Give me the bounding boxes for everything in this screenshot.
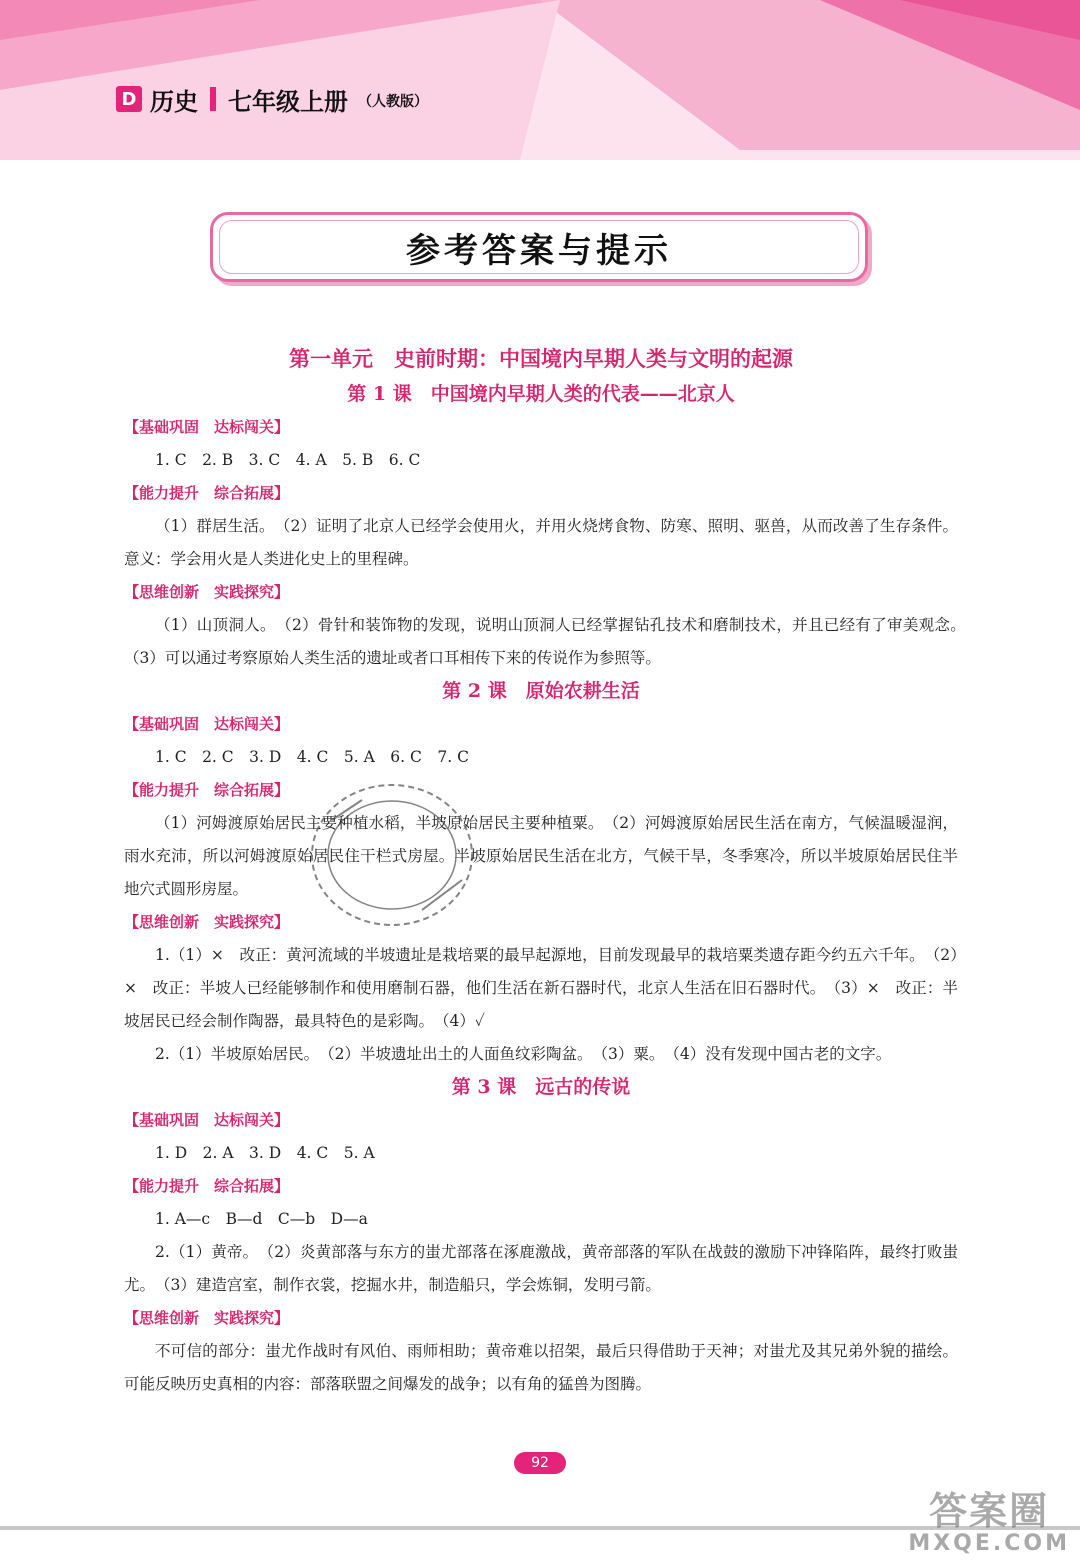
watermark-logo-url: MXQE.COM (908, 1531, 1070, 1556)
grade-label: 七年级上册 (228, 87, 348, 116)
unit-title: 第一单元 史前时期：中国境内早期人类与文明的起源 (289, 346, 793, 371)
answer-paragraph: 1. C 2. C 3. D 4. C 5. A 6. C 7. C (155, 748, 469, 766)
section-tag: 【能力提升 综合拓展】 (124, 484, 290, 502)
section-tag: 【能力提升 综合拓展】 (124, 1177, 290, 1195)
answer-paragraph: （1）河姆渡原始居民主要种植水稻，半坡原始居民主要种植粟。 （2）河姆渡原始居民生活在南方，气候温暖湿润，雨水充沛，所以河姆渡原始居民住干栏式房屋。半坡原始居民生活在北方，气候干旱，冬季寒冷，所以半坡原始居民住半地穴式圆形房屋。 (124, 814, 958, 898)
answer-paragraph: 1. C 2. B 3. C 4. A 5. B 6. C (155, 451, 421, 469)
section-tag: 【能力提升 综合拓展】 (124, 781, 290, 799)
series-badge: D (116, 86, 142, 112)
answer-paragraph: 1. A—c B—d C—b D—a (155, 1210, 368, 1228)
answer-paragraph: 不可信的部分：蚩尤作战时有风伯、雨师相助；黄帝难以招架，最后只得借助于天神；对蚩尤及其兄弟外貌的描绘。可能反映历史真相的内容：部落联盟之间爆发的战争；以有角的猛兽为图腾。 (124, 1342, 958, 1393)
answer-paragraph: 2.（1）黄帝。 （2）炎黄部落与东方的蚩尤部落在涿鹿激战，黄帝部落的军队在战鼓的激励下冲锋陷阵，最终打败蚩尤。 （3）建造宫室，制作衣裳，挖掘水井，制造船只，学会炼铜，发明弓箭。 (124, 1243, 958, 1294)
subject-label: 历史 (150, 87, 198, 116)
page-number: 92 (514, 1452, 566, 1474)
section-tag: 【思维创新 实践探究】 (124, 913, 290, 931)
watermark-logo-text: 答案圈 (929, 1489, 1050, 1533)
header-separator (210, 87, 216, 111)
section-tag: 【基础巩固 达标闯关】 (124, 418, 290, 436)
section-tag: 【基础巩固 达标闯关】 (124, 1111, 290, 1129)
watermark-logo (908, 1491, 1070, 1556)
title-banner (210, 212, 868, 282)
answer-paragraph: 1.（1）× 改正：黄河流域的半坡遗址是栽培粟的最早起源地，目前发现最早的栽培粟类遗存距今约五六千年。 （2）× 改正：半坡人已经能够制作和使用磨制石器，他们生活在新石器时代，北京人生活在旧石器时代。 （3）× 改正：半坡居民已经会制作陶器，最具特色的是彩陶。 （4）✓ (124, 946, 958, 1030)
answer-paragraph: （1）山顶洞人。 （2）骨针和装饰物的发现，说明山顶洞人已经掌握钻孔技术和磨制技术，并且已经有了审美观念。 （3）可以通过考察原始人类生活的遗址或者口耳相传下来的传说作为参照等。 (124, 616, 974, 667)
lesson-title: 第 3 课 远古的传说 (451, 1076, 631, 1098)
book-header (116, 84, 428, 114)
lesson-title: 第 2 课 原始农耕生活 (442, 680, 640, 702)
section-tag: 【基础巩固 达标闯关】 (124, 715, 290, 733)
watermark-stamp (292, 760, 492, 950)
edition-label: （人教版） (358, 94, 428, 110)
page-title: 参考答案与提示 (406, 230, 672, 271)
section-tag: 【思维创新 实践探究】 (124, 1309, 290, 1327)
answer-paragraph: 2.（1）半坡原始居民。 （2）半坡遗址出土的人面鱼纹彩陶盆。 （3）粟。 （4）没有发现中国古老的文字。 (155, 1045, 892, 1063)
answer-paragraph: （1）群居生活。 （2）证明了北京人已经学会使用火，并用火烧烤食物、防寒、照明、驱兽，从而改善了生存条件。意义：学会用火是人类进化史上的里程碑。 (124, 517, 958, 568)
answer-paragraph: 1. D 2. A 3. D 4. C 5. A (155, 1144, 375, 1162)
section-tag: 【思维创新 实践探究】 (124, 583, 290, 601)
lesson-title: 第 1 课 中国境内早期人类的代表——北京人 (347, 383, 735, 405)
answer-content (124, 340, 974, 1401)
